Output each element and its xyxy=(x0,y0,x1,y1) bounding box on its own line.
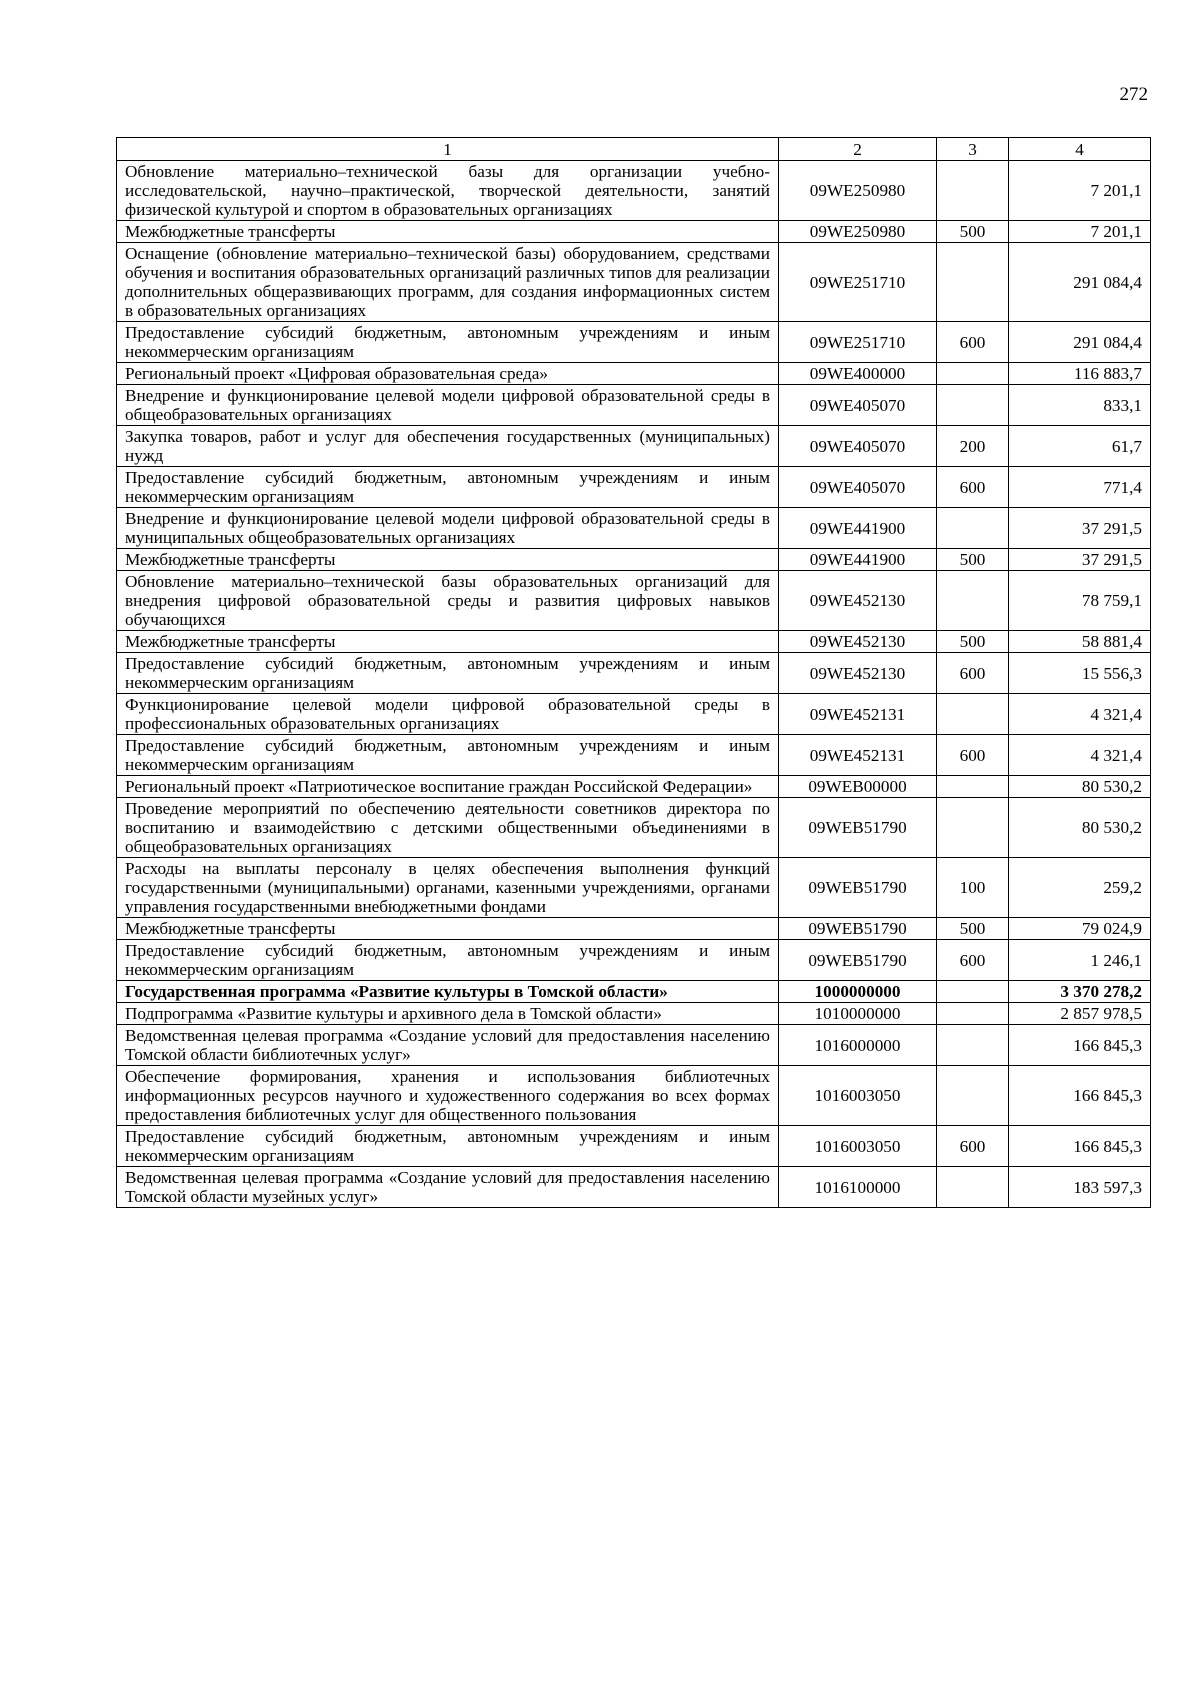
cell-code: 09WE250980 xyxy=(779,161,937,221)
cell-sum: 771,4 xyxy=(1009,467,1151,508)
cell-name: Предоставление субсидий бюджетным, автономным учреждениям и иным некоммерческим организациям xyxy=(117,467,779,508)
cell-name: Обновление материально–технической базы образовательных организаций для внедрения цифровой образовательной среды и развития цифровых навыков обучающихся xyxy=(117,571,779,631)
table-row xyxy=(117,1066,1151,1126)
cell-name: Обновление материально–технической базы для организации учебно-исследовательской, научно–практической, творческой деятельности, занятий физической культурой и спортом в образовательных организациях xyxy=(117,161,779,221)
cell-name: Предоставление субсидий бюджетным, автономным учреждениям и иным некоммерческим организациям xyxy=(117,1126,779,1167)
cell-kvr: 500 xyxy=(937,549,1009,571)
table-header-row xyxy=(117,138,1151,161)
table-row xyxy=(117,363,1151,385)
cell-sum: 80 530,2 xyxy=(1009,798,1151,858)
table-row xyxy=(117,385,1151,426)
cell-name: Межбюджетные трансферты xyxy=(117,631,779,653)
cell-kvr xyxy=(937,363,1009,385)
cell-kvr: 500 xyxy=(937,631,1009,653)
column-header-sum: 4 xyxy=(1009,138,1151,161)
cell-sum: 61,7 xyxy=(1009,426,1151,467)
cell-sum: 833,1 xyxy=(1009,385,1151,426)
cell-code: 1016003050 xyxy=(779,1066,937,1126)
table-row xyxy=(117,221,1151,243)
cell-sum: 4 321,4 xyxy=(1009,735,1151,776)
cell-sum: 1 246,1 xyxy=(1009,940,1151,981)
cell-name: Закупка товаров, работ и услуг для обеспечения государственных (муниципальных) нужд xyxy=(117,426,779,467)
cell-kvr: 200 xyxy=(937,426,1009,467)
cell-code: 09WE251710 xyxy=(779,322,937,363)
cell-code: 09WE441900 xyxy=(779,508,937,549)
cell-name: Межбюджетные трансферты xyxy=(117,918,779,940)
cell-name: Региональный проект «Патриотическое воспитание граждан Российской Федерации» xyxy=(117,776,779,798)
cell-code: 09WE405070 xyxy=(779,426,937,467)
cell-code: 09WEB51790 xyxy=(779,798,937,858)
cell-sum: 37 291,5 xyxy=(1009,508,1151,549)
cell-name: Обеспечение формирования, хранения и использования библиотечных информационных ресурсов научного и художественного содержания во всех формах предоставления библиотечных услуг для общественного пользования xyxy=(117,1066,779,1126)
cell-kvr: 600 xyxy=(937,322,1009,363)
table-row xyxy=(117,918,1151,940)
cell-kvr xyxy=(937,694,1009,735)
cell-code: 1016003050 xyxy=(779,1126,937,1167)
cell-sum: 183 597,3 xyxy=(1009,1167,1151,1208)
cell-kvr xyxy=(937,1003,1009,1025)
table-row xyxy=(117,1003,1151,1025)
cell-kvr xyxy=(937,981,1009,1003)
cell-kvr xyxy=(937,776,1009,798)
cell-name: Ведомственная целевая программа «Создание условий для предоставления населению Томской области библиотечных услуг» xyxy=(117,1025,779,1066)
cell-kvr: 100 xyxy=(937,858,1009,918)
table-row xyxy=(117,549,1151,571)
cell-name: Межбюджетные трансферты xyxy=(117,549,779,571)
cell-kvr: 500 xyxy=(937,918,1009,940)
cell-code: 09WE452131 xyxy=(779,694,937,735)
table-row xyxy=(117,508,1151,549)
cell-name: Проведение мероприятий по обеспечению деятельности советников директора по воспитанию и взаимодействию с детскими общественными объединениями в общеобразовательных организациях xyxy=(117,798,779,858)
cell-sum: 37 291,5 xyxy=(1009,549,1151,571)
cell-sum: 4 321,4 xyxy=(1009,694,1151,735)
cell-code: 09WEB51790 xyxy=(779,918,937,940)
table-row xyxy=(117,467,1151,508)
budget-table xyxy=(116,137,1151,1208)
cell-kvr xyxy=(937,571,1009,631)
column-header-code: 2 xyxy=(779,138,937,161)
cell-code: 09WE405070 xyxy=(779,467,937,508)
table-row xyxy=(117,631,1151,653)
table-row xyxy=(117,798,1151,858)
cell-sum: 7 201,1 xyxy=(1009,221,1151,243)
cell-name: Предоставление субсидий бюджетным, автономным учреждениям и иным некоммерческим организациям xyxy=(117,653,779,694)
cell-name: Предоставление субсидий бюджетным, автономным учреждениям и иным некоммерческим организациям xyxy=(117,735,779,776)
cell-sum: 15 556,3 xyxy=(1009,653,1151,694)
cell-code: 09WE405070 xyxy=(779,385,937,426)
cell-sum: 58 881,4 xyxy=(1009,631,1151,653)
cell-sum: 2 857 978,5 xyxy=(1009,1003,1151,1025)
cell-code: 09WEB00000 xyxy=(779,776,937,798)
cell-sum: 78 759,1 xyxy=(1009,571,1151,631)
cell-code: 1010000000 xyxy=(779,1003,937,1025)
cell-name: Предоставление субсидий бюджетным, автономным учреждениям и иным некоммерческим организациям xyxy=(117,940,779,981)
cell-code: 09WE452130 xyxy=(779,653,937,694)
table-row xyxy=(117,694,1151,735)
table-row xyxy=(117,571,1151,631)
table-row xyxy=(117,1126,1151,1167)
cell-code: 09WE441900 xyxy=(779,549,937,571)
cell-name: Функционирование целевой модели цифровой образовательной среды в профессиональных образовательных организациях xyxy=(117,694,779,735)
cell-name: Государственная программа «Развитие культуры в Томской области» xyxy=(117,981,779,1003)
table-row xyxy=(117,776,1151,798)
cell-sum: 259,2 xyxy=(1009,858,1151,918)
cell-code: 09WE452130 xyxy=(779,571,937,631)
table-row xyxy=(117,426,1151,467)
cell-sum: 79 024,9 xyxy=(1009,918,1151,940)
cell-sum: 166 845,3 xyxy=(1009,1066,1151,1126)
cell-name: Внедрение и функционирование целевой модели цифровой образовательной среды в муниципальных общеобразовательных организациях xyxy=(117,508,779,549)
cell-kvr: 600 xyxy=(937,1126,1009,1167)
cell-code: 09WE250980 xyxy=(779,221,937,243)
cell-sum: 291 084,4 xyxy=(1009,243,1151,322)
cell-code: 09WE452131 xyxy=(779,735,937,776)
cell-name: Региональный проект «Цифровая образовательная среда» xyxy=(117,363,779,385)
cell-name: Межбюджетные трансферты xyxy=(117,221,779,243)
cell-sum: 7 201,1 xyxy=(1009,161,1151,221)
cell-name: Расходы на выплаты персоналу в целях обеспечения выполнения функций государственными (муниципальными) органами, казенными учреждениями, органами управления государственными внебюджетными фондами xyxy=(117,858,779,918)
table-row xyxy=(117,940,1151,981)
cell-sum: 166 845,3 xyxy=(1009,1025,1151,1066)
cell-sum: 166 845,3 xyxy=(1009,1126,1151,1167)
cell-kvr xyxy=(937,1066,1009,1126)
table-row xyxy=(117,858,1151,918)
cell-kvr xyxy=(937,508,1009,549)
cell-sum: 80 530,2 xyxy=(1009,776,1151,798)
cell-code: 1016000000 xyxy=(779,1025,937,1066)
column-header-name: 1 xyxy=(117,138,779,161)
cell-name: Ведомственная целевая программа «Создание условий для предоставления населению Томской области музейных услуг» xyxy=(117,1167,779,1208)
cell-kvr: 600 xyxy=(937,940,1009,981)
cell-code: 1016100000 xyxy=(779,1167,937,1208)
cell-code: 09WE400000 xyxy=(779,363,937,385)
cell-kvr: 600 xyxy=(937,653,1009,694)
table-row xyxy=(117,161,1151,221)
table-row xyxy=(117,981,1151,1003)
cell-code: 09WEB51790 xyxy=(779,940,937,981)
cell-sum: 3 370 278,2 xyxy=(1009,981,1151,1003)
cell-code: 1000000000 xyxy=(779,981,937,1003)
cell-kvr: 500 xyxy=(937,221,1009,243)
cell-kvr xyxy=(937,1167,1009,1208)
cell-sum: 291 084,4 xyxy=(1009,322,1151,363)
cell-name: Подпрограмма «Развитие культуры и архивного дела в Томской области» xyxy=(117,1003,779,1025)
table-row xyxy=(117,1167,1151,1208)
cell-kvr: 600 xyxy=(937,735,1009,776)
table-row xyxy=(117,322,1151,363)
cell-code: 09WE452130 xyxy=(779,631,937,653)
cell-kvr: 600 xyxy=(937,467,1009,508)
cell-code: 09WEB51790 xyxy=(779,858,937,918)
cell-sum: 116 883,7 xyxy=(1009,363,1151,385)
table-row xyxy=(117,243,1151,322)
cell-code: 09WE251710 xyxy=(779,243,937,322)
page-number: 272 xyxy=(1119,84,1148,105)
cell-kvr xyxy=(937,385,1009,426)
cell-kvr xyxy=(937,1025,1009,1066)
cell-kvr xyxy=(937,161,1009,221)
column-header-kvr: 3 xyxy=(937,138,1009,161)
table-row xyxy=(117,1025,1151,1066)
cell-kvr xyxy=(937,798,1009,858)
table-row xyxy=(117,735,1151,776)
cell-kvr xyxy=(937,243,1009,322)
cell-name: Оснащение (обновление материально–технической базы) оборудованием, средствами обучения и воспитания образовательных организаций различных типов для реализации дополнительных общеразвивающих программ, для создания информационных систем в образовательных организациях xyxy=(117,243,779,322)
table-row xyxy=(117,653,1151,694)
table-body xyxy=(117,161,1151,1208)
cell-name: Предоставление субсидий бюджетным, автономным учреждениям и иным некоммерческим организациям xyxy=(117,322,779,363)
cell-name: Внедрение и функционирование целевой модели цифровой образовательной среды в общеобразовательных организациях xyxy=(117,385,779,426)
